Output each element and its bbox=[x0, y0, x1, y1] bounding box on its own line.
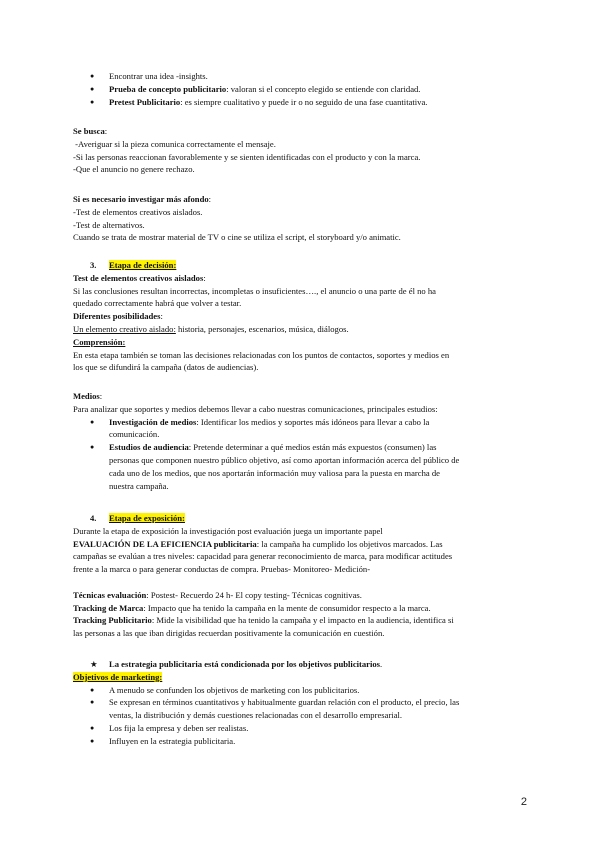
list-item bbox=[73, 416, 527, 442]
list-item bbox=[73, 735, 527, 748]
track-marca-text: : Impacto que ha tenido la campaña en la mente de consumidor respecto a la marca. bbox=[143, 602, 431, 613]
item-bold: Pretest Publicitario bbox=[109, 96, 181, 107]
bullet-icon: ● bbox=[90, 417, 95, 426]
text-line: -Averiguar si la pieza comunica correctamente el mensaje. bbox=[73, 138, 276, 149]
page-number: 2 bbox=[520, 796, 527, 808]
strategy-text: La estrategia publicitaria está condicionada por los objetivos publicitarios bbox=[109, 659, 381, 669]
list-item bbox=[73, 83, 527, 96]
item-bold: Estudios de audiencia bbox=[109, 442, 189, 453]
item-text: Influyen en la estrategia publicitaria. bbox=[109, 735, 236, 746]
list-item bbox=[73, 96, 527, 109]
bullet-icon: ● bbox=[90, 72, 95, 80]
item-text: A menudo se confunden los objetivos de marketing con los publicitarios. bbox=[109, 684, 360, 695]
item-text: comunicación. bbox=[109, 429, 160, 440]
bullet-icon: ● bbox=[90, 97, 95, 106]
bullet-icon: ● bbox=[90, 736, 95, 745]
track-pub-text: : Mide la visibilidad que ha tenido la campaña y el impacto en la audiencia, identifica si bbox=[151, 615, 454, 626]
top-bullet-list bbox=[73, 70, 527, 108]
eval-text: : la campaña ha cumplido los objetivos marcados. Las bbox=[256, 538, 443, 549]
elem-text: historia, personajes, escenarios, música, diálogos. bbox=[175, 323, 349, 334]
item-text: cada uno de los medios, que nos aportarán información muy valiosa para la puesta en marcha de bbox=[109, 467, 440, 478]
list-item bbox=[73, 441, 527, 492]
track-pub-bold: Tracking Publicitario bbox=[73, 615, 152, 626]
item-text: Se expresan en términos cuantitativos y habitualmente guardan relación con el producto, el precio, las bbox=[109, 697, 460, 708]
strategy-section bbox=[73, 658, 527, 748]
text-line: -Si las personas reaccionan favorablemente y se sienten identificadas con el producto y con la marca. bbox=[73, 151, 421, 162]
test-heading: Test de elementos creativos aislados bbox=[73, 272, 204, 283]
item-bold: Prueba de concepto publicitario bbox=[109, 83, 227, 94]
text-line: En esta etapa también se toman las decisiones relacionadas con los puntos de contactos, soportes y medios en bbox=[73, 349, 450, 360]
star-icon: ★ bbox=[90, 659, 98, 669]
text-line: Para analizar que soportes y medios debemos llevar a cabo nuestras comunicaciones, principales estudios: bbox=[73, 403, 438, 414]
colon: : bbox=[208, 194, 212, 204]
stage-4-section bbox=[73, 512, 527, 640]
item-bold: Investigación de medios bbox=[109, 416, 197, 427]
text-line: -Que el anuncio no genere rechazo. bbox=[73, 164, 195, 175]
text-line: -Test de elementos creativos aislados. bbox=[73, 206, 203, 217]
item-text: ventas, la distribución y demás cuestiones relacionadas con el desarrollo empresarial. bbox=[109, 710, 403, 721]
text-line: las personas a las que iban dirigidas recuerdan positivamente la comunicación en cuestión. bbox=[73, 628, 385, 639]
medios-heading: Medios bbox=[73, 391, 100, 401]
colon: : bbox=[203, 272, 206, 283]
bullet-icon: ● bbox=[90, 443, 95, 452]
comp-heading: Comprensión: bbox=[73, 336, 126, 347]
text-line: Si las conclusiones resultan incorrectas, incompletas o insuficientes…., el anuncio o una parte de él no ha bbox=[73, 285, 436, 296]
stage-number: 4. bbox=[90, 513, 97, 523]
list-item bbox=[73, 722, 527, 735]
obj-heading: Objetivos de marketing: bbox=[73, 671, 163, 682]
text-line: frente a la marca o para generar conductas de compra. Pruebas- Monitoreo- Medición- bbox=[73, 564, 371, 575]
list-item bbox=[73, 696, 527, 722]
si-necesario-section bbox=[73, 193, 527, 244]
se-busca-heading: Se busca bbox=[73, 126, 105, 136]
eval-bold: EVALUACIÓN DE LA EFICIENCIA publicitaria bbox=[73, 538, 257, 549]
elem-label: Un elemento creativo aislado: bbox=[73, 323, 176, 334]
bullet-icon: ● bbox=[90, 698, 95, 707]
stage-title: Etapa de exposición: bbox=[109, 513, 185, 523]
si-necesario-heading: Si es necesario investigar más afondo bbox=[73, 194, 209, 204]
text-line: quedado correctamente habrá que volver a testar. bbox=[73, 298, 242, 309]
bullet-icon: ● bbox=[90, 723, 95, 732]
bullet-icon: ● bbox=[90, 685, 95, 694]
stage-number: 3. bbox=[90, 260, 97, 270]
item-text: : Pretende determinar a qué medios están más expuestos (consumen) las bbox=[188, 442, 437, 453]
dif-heading: Diferentes posibilidades bbox=[73, 311, 161, 322]
text-line: campañas se evalúan a tres niveles: capacidad para generar reconocimiento de marca, para modificar actitudes bbox=[73, 551, 453, 562]
stage-title: Etapa de decisión: bbox=[109, 260, 177, 270]
item-text: nuestra campaña. bbox=[109, 480, 169, 491]
item-text: personas que componen nuestro público objetivo, así como aportan información acerca del público de bbox=[109, 454, 460, 465]
colon: : bbox=[104, 126, 108, 136]
track-marca-bold: Tracking de Marca bbox=[73, 602, 144, 613]
medios-section bbox=[73, 390, 527, 492]
tec-bold: Técnicas evaluación bbox=[73, 589, 147, 600]
text-line: Durante la etapa de exposición la investigación post evaluación juega un importante papel bbox=[73, 525, 383, 536]
colon: : bbox=[99, 391, 103, 401]
list-item bbox=[73, 684, 527, 697]
text-line: los que se difundirá la campaña (datos de audiencias). bbox=[73, 362, 259, 373]
list-item bbox=[73, 70, 527, 83]
dot: . bbox=[380, 659, 383, 669]
text-line: Cuando se trata de mostrar material de TV o cine se utiliza el script, el storyboard y/o animatic. bbox=[73, 232, 401, 243]
se-busca-section bbox=[73, 125, 527, 176]
item-text: : Identificar los medios y soportes más idóneos para llevar a cabo la bbox=[196, 416, 430, 427]
tec-text: : Postest- Recuerdo 24 h- El copy testing- Técnicas cognitivas. bbox=[146, 589, 362, 600]
item-text: Encontrar una idea -insights. bbox=[109, 71, 208, 81]
text-line: -Test de alternativos. bbox=[73, 219, 145, 230]
colon: : bbox=[160, 311, 163, 322]
item-text: : es siempre cualitativo y puede ir o no seguido de una fase cuantitativa. bbox=[180, 96, 428, 107]
stage-3-section bbox=[73, 259, 527, 374]
bullet-icon: ● bbox=[90, 84, 95, 93]
item-text: Los fija la empresa y deben ser realistas. bbox=[109, 722, 249, 733]
item-text: : valoran si el concepto elegido se entiende con claridad. bbox=[226, 83, 421, 94]
